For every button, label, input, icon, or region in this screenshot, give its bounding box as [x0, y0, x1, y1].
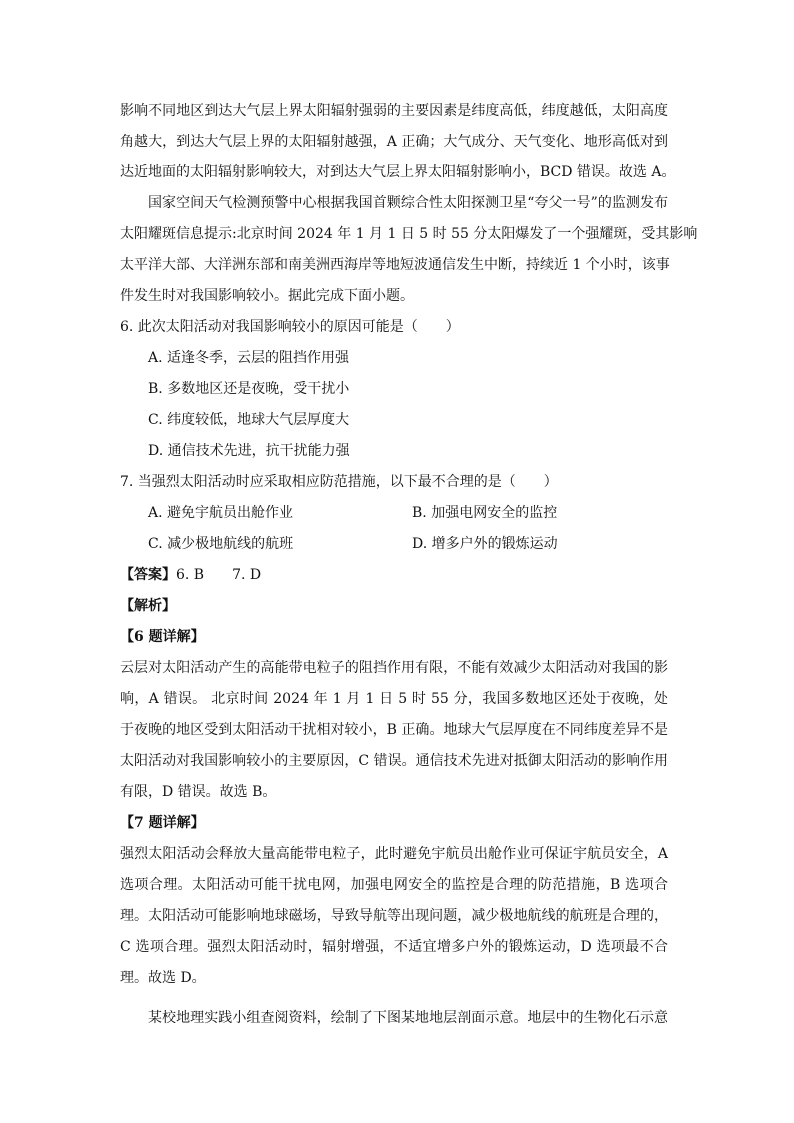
q6-detail-line-1: 云层对太阳活动产生的高能带电粒子的阻挡作用有限，不能有效减少太阳活动对我国的影: [120, 660, 668, 676]
q6-stem: 6. 此次太阳活动对我国影响较小的原因可能是（ ）: [120, 319, 460, 335]
q6-detail-line-4: 太阳活动对我国影响较小的主要原因，C 错误。通信技术先进对抵御太阳活动的影响作用: [120, 753, 668, 769]
q7-detail-line-5: 理。故选 D。: [120, 970, 206, 986]
q6-detail-line-5: 有限，D 错误。故选 B。: [120, 784, 277, 800]
passage-line-1: 国家空间天气检测预警中心根据我国首颗综合性太阳探测卫星“夸父一号”的监测发布: [148, 195, 668, 211]
q7-detail-line-4: C 选项合理。强烈太阳活动时，辐射增强，不适宜增多户外的锻炼运动，D 选项最不合: [120, 939, 668, 955]
q7-option-b: B. 加强电网安全的监控: [412, 505, 558, 521]
intro-line-1: 影响不同地区到达大气层上界太阳辐射强弱的主要因素是纬度高低，纬度越低，太阳高度: [120, 103, 668, 119]
q6-detail-line-2: 响，A 错误。 北京时间 2024 年 1 月 1 日 5 时 55 分，我国多数地区还处于夜晚，处: [120, 691, 668, 707]
intro-line-2: 角越大，到达大气层上界的太阳辐射越强，A 正确；大气成分、天气变化、地形高低对到: [120, 134, 668, 150]
q6-option-b: B. 多数地区还是夜晚，受干扰小: [148, 381, 350, 397]
q7-detail-label: 【7 题详解】: [120, 815, 205, 831]
next-passage-line: 某校地理实践小组查阅资料，绘制了下图某地地层剖面示意。地层中的生物化石示意: [148, 1010, 668, 1026]
q7-detail-line-3: 理。太阳活动可能影响地球磁场，导致导航等出现问题，减少极地航线的航班是合理的，: [120, 908, 668, 924]
q7-stem: 7. 当强烈太阳活动时应采取相应防范措施，以下最不合理的是（ ）: [120, 474, 558, 490]
q7-detail-line-1: 强烈太阳活动会释放大量高能带电粒子，此时避免宇航员出舱作业可保证宇航员安全，A: [120, 846, 668, 862]
q6-detail-label: 【6 题详解】: [120, 629, 205, 645]
passage-line-3: 太平洋大部、大洋洲东部和南美洲西海岸等地短波通信发生中断，持续近 1 个小时，该事: [120, 257, 670, 273]
analysis-label: 【解析】: [120, 598, 176, 614]
q6-option-d: D. 通信技术先进，抗干扰能力强: [148, 443, 350, 459]
intro-line-3: 达近地面的太阳辐射影响较大，对到达大气层上界太阳辐射影响小，BCD 错误。故选 A。: [120, 164, 676, 180]
q6-detail-line-3: 于夜晚的地区受到太阳活动干扰相对较小，B 正确。地球大气层厚度在不同纬度差异不是: [120, 722, 668, 738]
passage-line-4: 件发生时对我国影响较小。据此完成下面小题。: [120, 288, 414, 304]
q7-option-a: A. 避免宇航员出舱作业: [148, 505, 294, 521]
answer-text: 6. B 7. D: [176, 567, 262, 583]
answer-label: 【答案】: [120, 567, 176, 583]
q6-option-c: C. 纬度较低，地球大气层厚度大: [148, 412, 350, 428]
answer-line: [120, 565, 668, 585]
q7-option-c: C. 减少极地航线的航班: [148, 536, 294, 552]
q6-option-a: A. 适逢冬季，云层的阻挡作用强: [148, 350, 350, 366]
q7-detail-line-2: 选项合理。太阳活动可能干扰电网，加强电网安全的监控是合理的防范措施，B 选项合: [120, 877, 668, 893]
q7-option-d: D. 增多户外的锻炼运动: [412, 536, 558, 552]
passage-line-2: 太阳耀斑信息提示:北京时间 2024 年 1 月 1 日 5 时 55 分太阳爆发了一个强耀斑，受其影响: [120, 226, 698, 242]
